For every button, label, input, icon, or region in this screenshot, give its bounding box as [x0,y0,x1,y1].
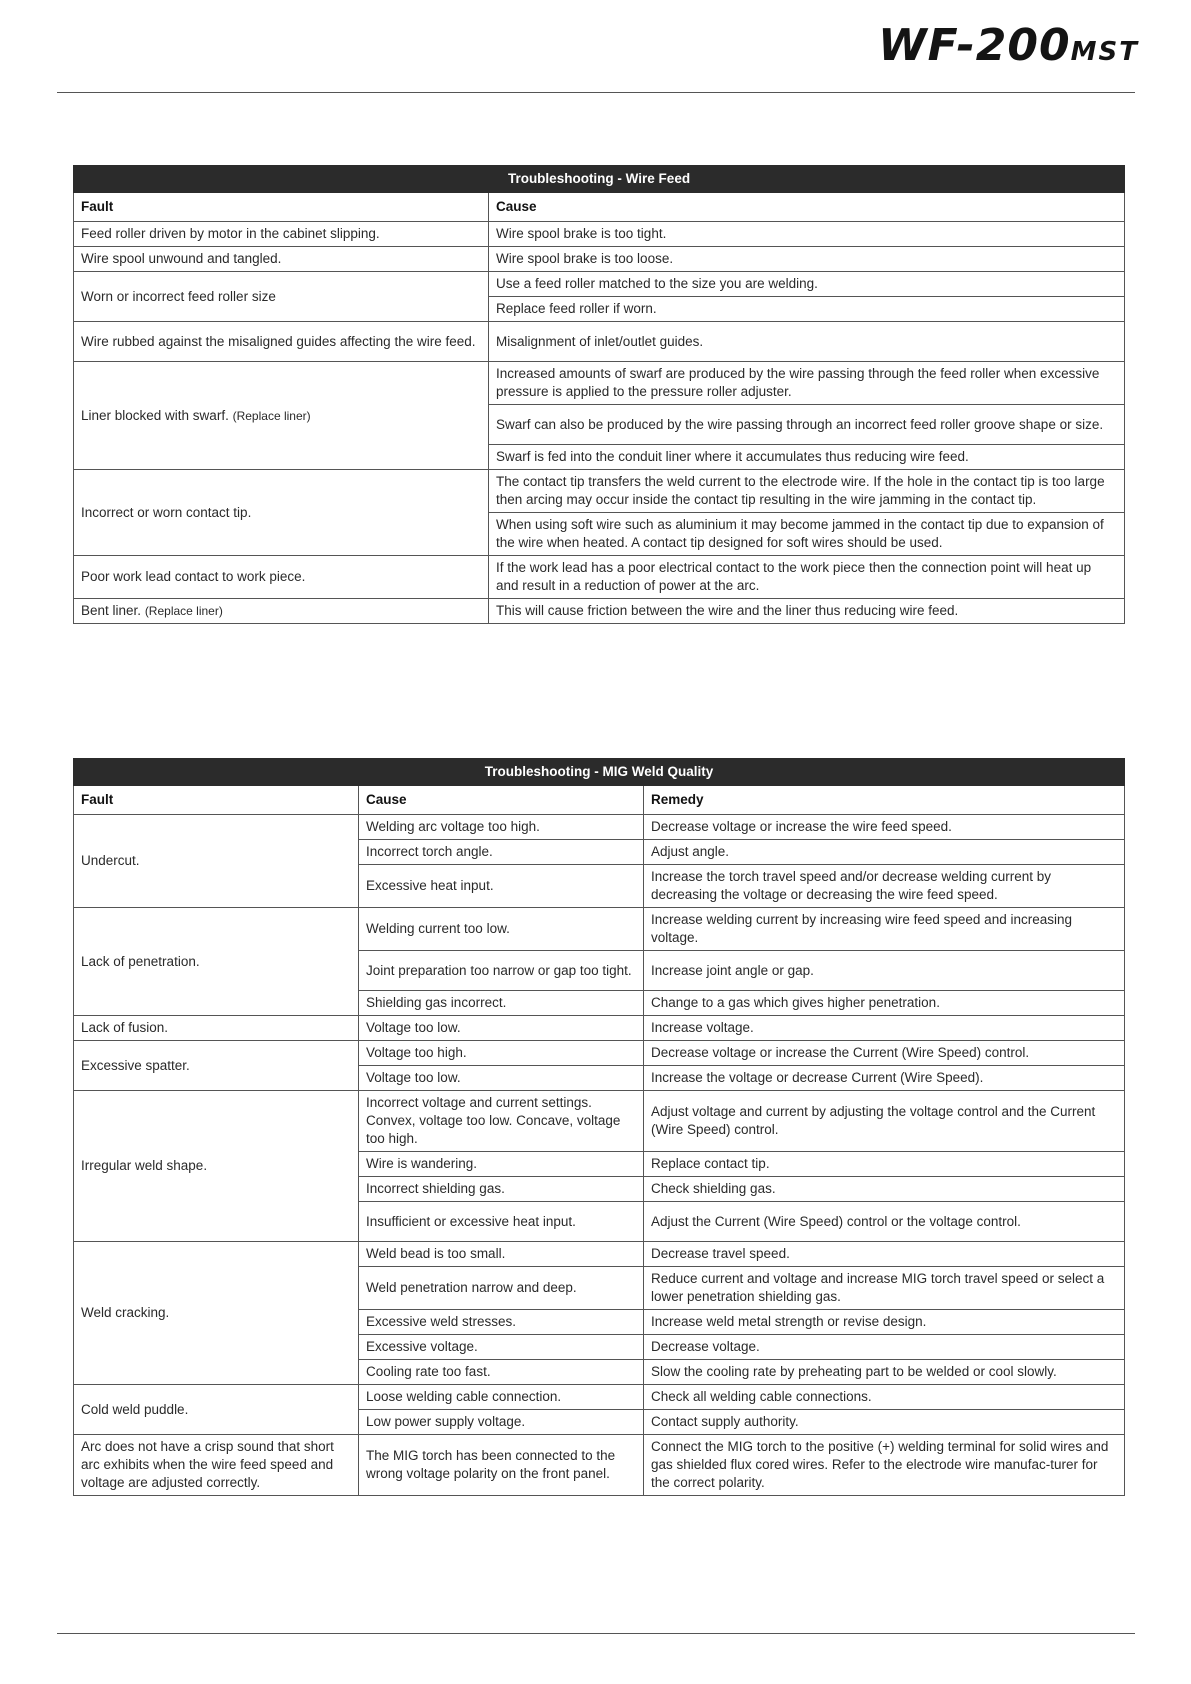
remedy-cell: Contact supply authority. [644,1410,1125,1435]
cause-cell: When using soft wire such as aluminium it may become jammed in the contact tip due to expansion of the wire when heated. A contact tip designed for soft wires should be used. [489,513,1125,556]
fault-note: (Replace liner) [232,408,311,423]
footer-rule [57,1633,1135,1634]
table-row [74,470,1125,513]
table-row [74,1041,1125,1066]
cause-cell: Misalignment of inlet/outlet guides. [489,322,1125,362]
cause-cell: Cooling rate too fast. [359,1360,644,1385]
fault-note: (Replace liner) [144,604,223,618]
cause-cell: Wire is wandering. [359,1152,644,1177]
cause-cell: Replace feed roller if worn. [489,297,1125,322]
column-header-fault: Fault [74,193,489,222]
fault-cell: Feed roller driven by motor in the cabinet slipping. [74,222,489,247]
cause-cell: Shielding gas incorrect. [359,991,644,1016]
table-row [74,908,1125,951]
logo-suffix-text: MST [1070,37,1139,67]
remedy-cell: Decrease voltage or increase the Current (Wire Speed) control. [644,1041,1125,1066]
column-header-cause: Cause [489,193,1125,222]
cause-cell: Loose welding cable connection. [359,1385,644,1410]
cause-cell: Voltage too high. [359,1041,644,1066]
table-row [74,222,1125,247]
cause-cell: Joint preparation too narrow or gap too tight. [359,951,644,991]
fault-cell: Weld cracking. [74,1242,359,1385]
fault-cell: Arc does not have a crisp sound that short arc exhibits when the wire feed speed and voltage are adjusted correctly. [74,1435,359,1496]
cause-cell: Incorrect torch angle. [359,840,644,865]
remedy-cell: Connect the MIG torch to the positive (+) welding terminal for solid wires and gas shielded flux cored wires. Refer to the electrode wire manufac-turer for the correct polarity. [644,1435,1125,1496]
cause-cell: Low power supply voltage. [359,1410,644,1435]
cause-cell: Incorrect voltage and current settings. Convex, voltage too low. Concave, voltage too high. [359,1091,644,1152]
cause-cell: Swarf is fed into the conduit liner where it accumulates thus reducing wire feed. [489,445,1125,470]
table-row [74,247,1125,272]
table-row [74,556,1125,599]
cause-cell: Excessive weld stresses. [359,1310,644,1335]
product-logo [878,20,1139,71]
cause-cell: Excessive voltage. [359,1335,644,1360]
cause-cell: Increased amounts of swarf are produced by the wire passing through the feed roller when excessive pressure is applied to the pressure roller adjuster. [489,362,1125,405]
remedy-cell: Increase voltage. [644,1016,1125,1041]
fault-cell [74,599,489,624]
remedy-cell: Adjust voltage and current by adjusting the voltage control and the Current (Wire Speed) control. [644,1091,1125,1152]
remedy-cell: Decrease travel speed. [644,1242,1125,1267]
remedy-cell: Increase welding current by increasing wire feed speed and increasing voltage. [644,908,1125,951]
cause-cell: Use a feed roller matched to the size you are welding. [489,272,1125,297]
fault-cell: Worn or incorrect feed roller size [74,272,489,322]
remedy-cell: Adjust angle. [644,840,1125,865]
fault-cell: Lack of fusion. [74,1016,359,1041]
fault-cell: Lack of penetration. [74,908,359,1016]
table-row [74,1385,1125,1410]
cause-cell: If the work lead has a poor electrical contact to the work piece then the connection point will heat up and result in a reduction of power at the arc. [489,556,1125,599]
cause-cell: The contact tip transfers the weld current to the electrode wire. If the hole in the contact tip is too large then arcing may occur inside the contact tip resulting in the wire jamming in the contact tip. [489,470,1125,513]
remedy-cell: Increase joint angle or gap. [644,951,1125,991]
table-row [74,1242,1125,1267]
remedy-cell: Decrease voltage or increase the wire feed speed. [644,815,1125,840]
fault-cell: Incorrect or worn contact tip. [74,470,489,556]
remedy-cell: Decrease voltage. [644,1335,1125,1360]
cause-cell: This will cause friction between the wire and the liner thus reducing wire feed. [489,599,1125,624]
fault-text: Bent liner. [81,603,142,618]
wire-feed-title: Troubleshooting - Wire Feed [74,166,1125,193]
fault-cell: Irregular weld shape. [74,1091,359,1242]
remedy-cell: Increase the torch travel speed and/or decrease welding current by decreasing the voltage or decreasing the wire feed speed. [644,865,1125,908]
cause-cell: Voltage too low. [359,1066,644,1091]
cause-cell: Voltage too low. [359,1016,644,1041]
remedy-cell: Check all welding cable connections. [644,1385,1125,1410]
cause-cell: Swarf can also be produced by the wire passing through an incorrect feed roller groove shape or size. [489,405,1125,445]
cause-cell: Welding current too low. [359,908,644,951]
table-row [74,1435,1125,1496]
cause-cell: Incorrect shielding gas. [359,1177,644,1202]
table-row [74,1091,1125,1152]
cause-cell: Weld penetration narrow and deep. [359,1267,644,1310]
cause-cell: Weld bead is too small. [359,1242,644,1267]
mig-weld-quality-table [73,758,1125,1496]
fault-cell: Undercut. [74,815,359,908]
table-row [74,599,1125,624]
column-header-remedy: Remedy [644,786,1125,815]
table-row [74,272,1125,297]
cause-cell: Welding arc voltage too high. [359,815,644,840]
wire-feed-table [73,165,1125,624]
remedy-cell: Check shielding gas. [644,1177,1125,1202]
fault-cell: Excessive spatter. [74,1041,359,1091]
remedy-cell: Reduce current and voltage and increase MIG torch travel speed or select a lower penetration shielding gas. [644,1267,1125,1310]
cause-cell: Wire spool brake is too loose. [489,247,1125,272]
remedy-cell: Change to a gas which gives higher penetration. [644,991,1125,1016]
table-row [74,1016,1125,1041]
remedy-cell: Replace contact tip. [644,1152,1125,1177]
cause-cell: The MIG torch has been connected to the wrong voltage polarity on the front panel. [359,1435,644,1496]
header-rule [57,92,1135,93]
logo-main-text: WF-200 [878,20,1071,71]
column-header-fault: Fault [74,786,359,815]
remedy-cell: Increase weld metal strength or revise design. [644,1310,1125,1335]
remedy-cell: Slow the cooling rate by preheating part to be welded or cool slowly. [644,1360,1125,1385]
table-row [74,815,1125,840]
fault-text: Liner blocked with swarf. [81,407,229,423]
cause-cell: Wire spool brake is too tight. [489,222,1125,247]
remedy-cell: Adjust the Current (Wire Speed) control or the voltage control. [644,1202,1125,1242]
fault-cell [74,362,489,470]
table-row [74,322,1125,362]
fault-cell: Wire spool unwound and tangled. [74,247,489,272]
column-header-cause: Cause [359,786,644,815]
fault-cell: Cold weld puddle. [74,1385,359,1435]
table-row [74,362,1125,405]
fault-cell: Wire rubbed against the misaligned guides affecting the wire feed. [74,322,489,362]
fault-cell: Poor work lead contact to work piece. [74,556,489,599]
cause-cell: Insufficient or excessive heat input. [359,1202,644,1242]
remedy-cell: Increase the voltage or decrease Current (Wire Speed). [644,1066,1125,1091]
cause-cell: Excessive heat input. [359,865,644,908]
mig-quality-title: Troubleshooting - MIG Weld Quality [74,759,1125,786]
